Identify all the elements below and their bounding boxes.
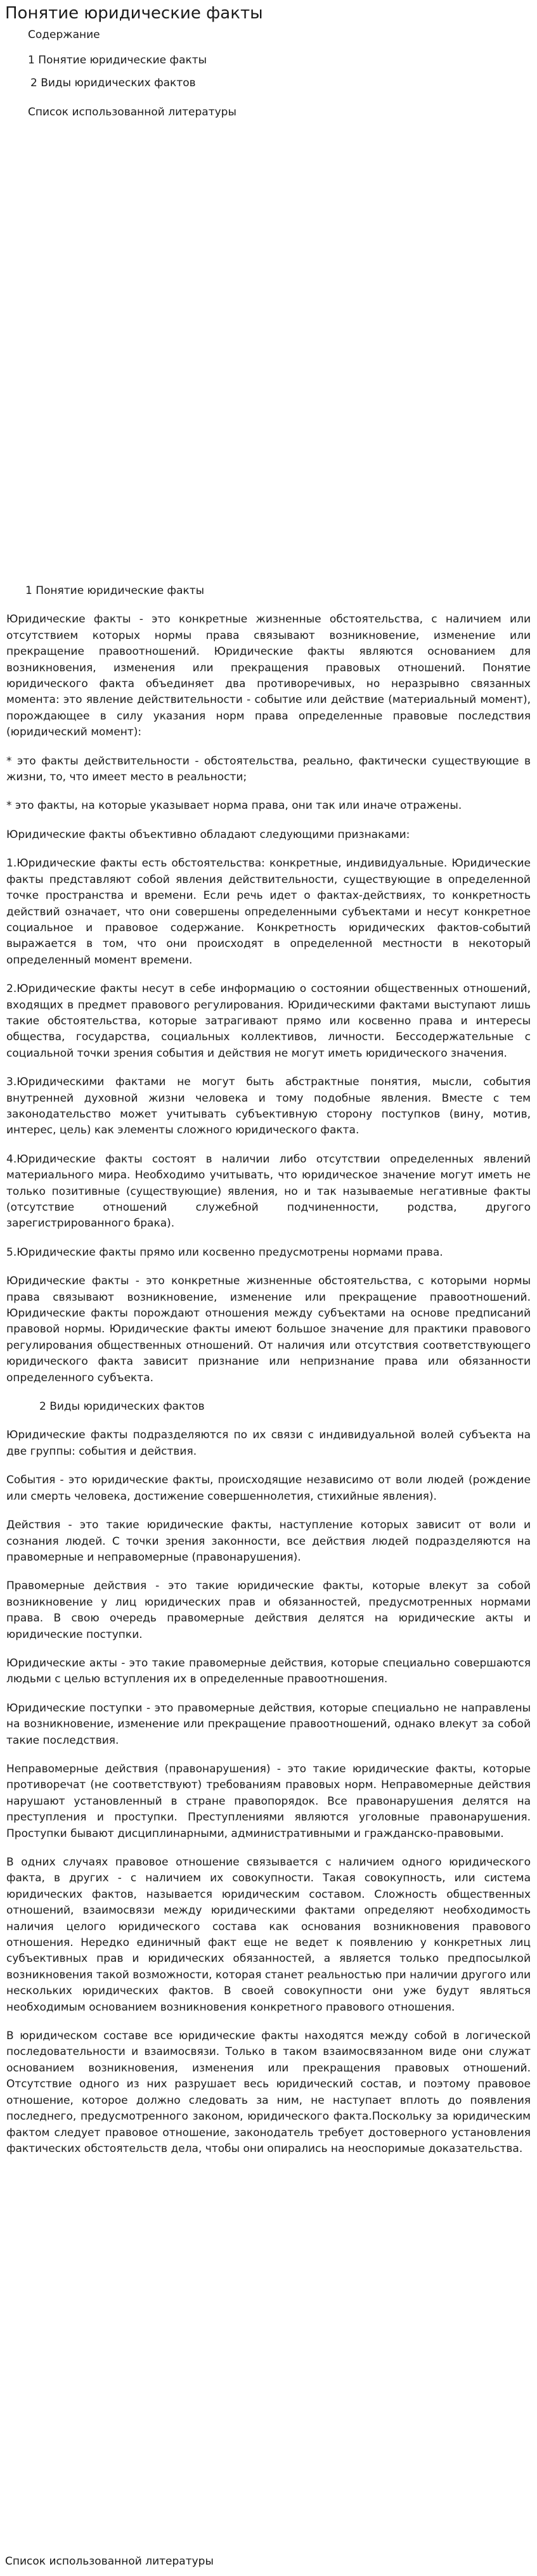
paragraph: Неправомерные действия (правонарушения) - это такие юридические факты, которые противоречат (не соответствуют) требованиям правовых норм. Неправомерные действия нарушают установленный в стране правопорядок. Все правонарушения делятся на преступления и проступки. Преступлениями являются уголовные правонарушения. Проступки бывают дисциплинарными, административными и гражданско-правовыми.	[6, 1762, 531, 1840]
toc-item-section-1[interactable]: 1 Понятие юридические факты	[28, 54, 207, 67]
toc-item-bibliography[interactable]: Список использованной литературы	[28, 106, 236, 119]
paragraph: * это факты, на которые указывает норма права, они так или иначе отражены.	[6, 799, 462, 813]
document-body	[6, 583, 531, 2170]
section-1-heading: 1 Понятие юридические факты	[25, 584, 205, 597]
paragraph: В юридическом составе все юридические факты находятся между собой в логической последовательности и взаимосвязи. Только в таком взаимосвязанном виде они служат основанием возникновения, изменения или прекращения правовых отношений. Отсутствие одного из них разрушает весь юридический состав, и поэтому правовое отношение, которое должно следовать за ним, не наступает вплоть до появления последнего, предусмотренного законом, юридического факта.Поскольку за юридическим фактом следует правовое отношение, законодатель требует достоверного установления фактических обстоятельств дела, чтобы они опирались на неоспоримые доказательства.	[6, 2030, 531, 2155]
paragraph: Юридические акты - это такие правомерные действия, которые специально совершаются людьми с целью вступления их в определенные правоотношения.	[6, 1656, 531, 1686]
paragraph: 1.Юридические факты есть обстоятельства: конкретные, индивидуальные. Юридические факты представляют собой явления действительности, существующие в определенной точке пространства и времени. Если речь идет о фактах-действиях, то конкретность действий означает, что они совершены определенными субъектами и несут конкретное социальное и правовое содержание. Конкретность юридических фактов-событий выражается в том, что они происходят в определенной местности в некоторый определенный момент времени.	[6, 857, 531, 967]
table-of-contents	[0, 28, 537, 119]
paragraph: Юридические факты подразделяются по их связи с индивидуальной волей субъекта на две группы: события и действия.	[6, 1429, 531, 1458]
paragraph: Юридические факты - это конкретные жизненные обстоятельства, с наличием или отсутствием которых нормы права связывают возникновение, изменение или прекращение правоотношений. Юридические факты являются основанием для возникновения, изменения или прекращения правовых отношений. Понятие юридического факта объединяет два противоречивых, но неразрывно связанных момента: это явление действительности - событие или действие (материальный момент), порождающее в силу указания норм права определенные правовые последствия (юридический момент):	[6, 613, 531, 739]
paragraph: Правомерные действия - это такие юридические факты, которые влекут за собой возникновение у лиц юридических прав и обязанностей, предусмотренных нормами права. В свою очередь правомерные действия делятся на юридические акты и юридические поступки.	[6, 1580, 531, 1641]
paragraph: Юридические факты - это конкретные жизненные обстоятельства, с которыми нормы права связывают возникновение, изменение или прекращение правоотношений. Юридические факты порождают отношения между субъектами на основе предписаний правовой нормы. Юридические факты имеют большое значение для практики правового регулирования общественных отношений. От наличия или отсутствия соответствующего юридического факта зависит признание или непризнание права или обязанности определенного субъекта.	[6, 1275, 531, 1384]
paragraph: Действия - это такие юридические факты, наступление которых зависит от воли и сознания людей. С точки зрения законности, все действия людей подразделяются на правомерные и неправомерные (правонарушения).	[6, 1519, 531, 1564]
paragraph: 5.Юридические факты прямо или косвенно предусмотрены нормами права.	[6, 1246, 443, 1259]
paragraph: 2.Юридические факты несут в себе информацию о состоянии общественных отношений, входящих в предмет правового регулирования. Юридическими фактами выступают лишь такие обстоятельства, которые затрагивают прямо или косвенно права и интересы общества, государства, социальных коллективов, личности. Бессодержательные с социальной точки зрения события и действия не могут иметь юридического значения.	[6, 982, 531, 1060]
paragraph: 3.Юридическими фактами не могут быть абстрактные понятия, мысли, события внутренней духовной жизни человека и тому подобные явления. Вместе с тем законодательство может учитывать субъективную сторону поступков (вину, мотив, интерес, цель) как элементы сложного юридического факта.	[6, 1076, 531, 1137]
toc-heading: Содержание	[28, 29, 100, 41]
paragraph: Юридические факты объективно обладают следующими признаками:	[6, 828, 410, 841]
page-title: Понятие юридические факты	[5, 4, 263, 23]
paragraph: * это факты действительности - обстоятельства, реально, фактически существующие в жизни, то, что имеет место в реальности;	[6, 754, 531, 784]
toc-item-section-2[interactable]: 2 Виды юридических фактов	[30, 77, 196, 89]
section-1-content	[6, 612, 531, 1386]
bibliography-heading: Список использованной литературы	[5, 2555, 214, 2568]
paragraph: События - это юридические факты, происходящие независимо от воли людей (рождение или смерть человека, достижение совершеннолетия, стихийные явления).	[6, 1474, 531, 1503]
section-2-content	[6, 1427, 531, 2157]
paragraph: 4.Юридические факты состоят в наличии либо отсутствии определенных явлений материального мира. Необходимо учитывать, что юридическое значение могут иметь не только позитивные (существующие) явления, но и так называемые негативные факты (отсутствие отношений служебной подчиненности, родства, другого зарегистрированного брака).	[6, 1152, 531, 1230]
section-2-heading: 2 Виды юридических фактов	[39, 1400, 205, 1414]
paragraph: В одних случаях правовое отношение связывается с наличием одного юридического факта, в других - с наличием их совокупности. Такая совокупность, или система юридических фактов, называется юридическим составом. Сложность общественных отношений, взаимосвязи между юридическими фактами определяют необходимость наличия целого юридического состава как основания возникновения правового отношения. Нередко единичный факт еще не ведет к появлению у конкретных лиц субъективных прав и юридических обязанностей, а является только предпосылкой возникновения такой возможности, которая станет реальностью при наличии другого или нескольких юридических фактов. В своей совокупности они уже будут являться необходимым основанием возникновения конкретного правового отношения.	[6, 1856, 531, 2014]
paragraph: Юридические поступки - это правомерные действия, которые специально не направлены на возникновение, изменение или прекращение правоотношений, однако влекут за собой такие последствия.	[6, 1701, 531, 1747]
